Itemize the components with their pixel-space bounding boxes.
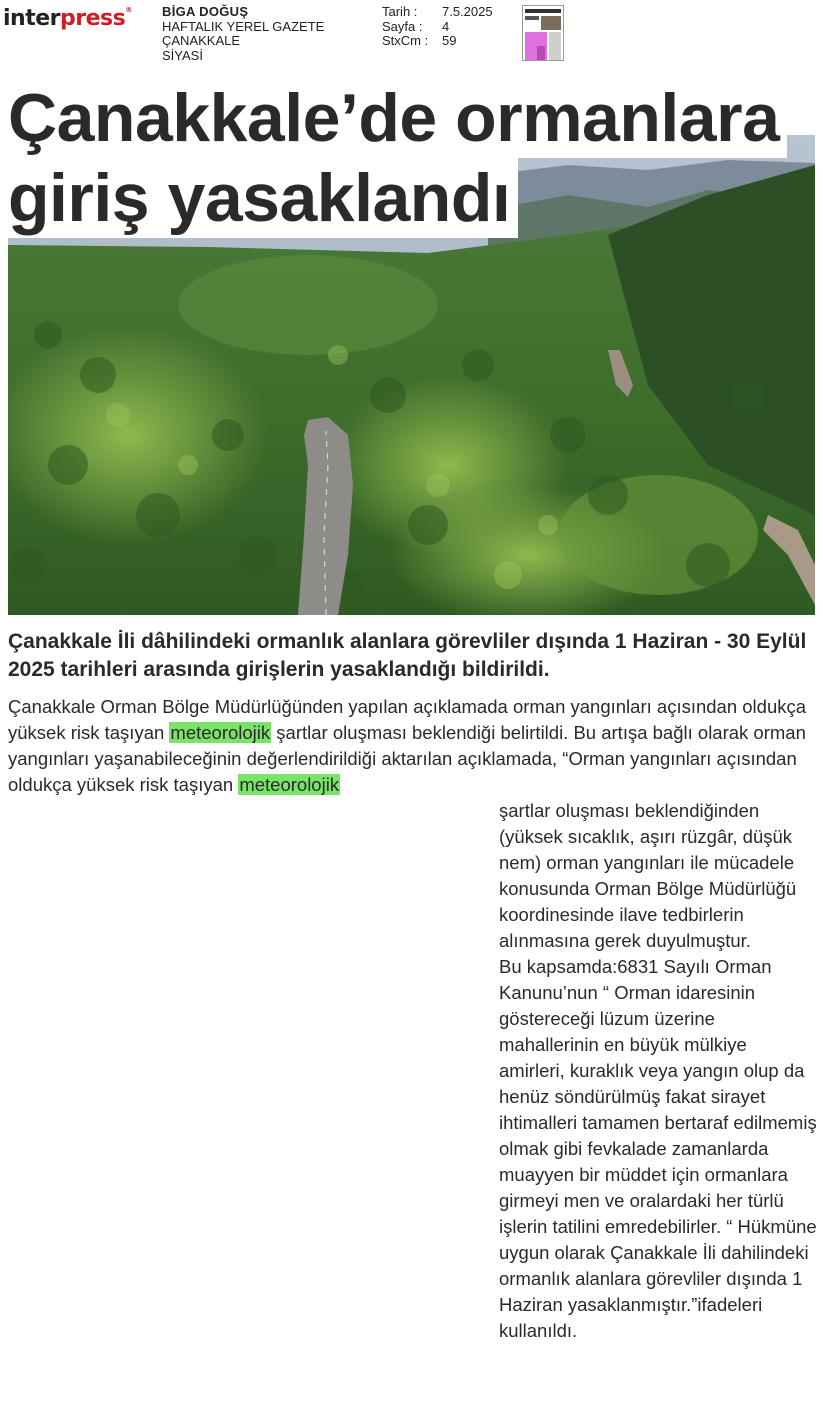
- clipping-meta: [382, 5, 493, 49]
- publication-section: SİYASİ: [162, 47, 203, 63]
- highlight-term: meteorolojik: [170, 722, 271, 743]
- publication-name: BİGA DOĞUŞ: [162, 4, 249, 19]
- meta-key: StxCm :: [382, 33, 429, 48]
- meta-key: Sayfa :: [382, 18, 423, 34]
- meta-key: Tarih :: [382, 4, 418, 19]
- column-paragraph: Bu kapsamda:6831 Sayılı Orman Kanunu’nun “ Orman idaresinin göstereceği lüzum üzerine mahallerinin en büyük mülkiye amirleri, kuraklık veya yangın olup da henüz söndürülmüş fakat sirayet ihtimalleri tamamen bertaraf edilmemiş olmak gibi fevkalade zamanlarda muayyen bir müddet için ormanlara girmeyi men ve oralardaki her türlü işlerin tatilini emredebilirler. “ Hükmüne uygun olarak Çanakkale İli dahilindeki ormanlık alanlara görevliler dışında 1 Haziran yasaklanmıştır.”ifadeleri kullanıldı.: [499, 956, 817, 1341]
- intro-text: şartlar oluşması beklendiği belirtildi. Bu artışa bağlı olarak orman yangınları yaşanabileceğinin değerlendirildiği aktarılan açıklamada, “Orman yangınları açısından oldukça yüksek risk taşıyan: [8, 722, 806, 795]
- highlight-term: meteorolojik: [239, 774, 340, 795]
- article-lead: Çanakkale İli dâhilindeki ormanlık alanlara görevliler dışında 1 Haziran - 30 Eylül 2025 tarihleri arasında girişlerin yasaklandığı bildirildi.: [8, 630, 807, 681]
- meta-row-date: [382, 5, 493, 20]
- article-intro: [8, 694, 820, 798]
- page-thumbnail[interactable]: [522, 5, 564, 61]
- article-column: [499, 798, 817, 1344]
- logo-text-inter: inter: [3, 6, 60, 31]
- logo-registered-mark: ®: [125, 6, 132, 14]
- publication-type: HAFTALIK YEREL GAZETE: [162, 18, 325, 34]
- publication-info: [162, 5, 324, 63]
- headline-line-1: Çanakkale’de ormanlara: [8, 78, 787, 158]
- publication-city: ÇANAKKALE: [162, 33, 241, 48]
- meta-value: 7.5.2025: [442, 4, 493, 19]
- logo-text-press: press: [60, 6, 126, 31]
- headline: [8, 78, 823, 238]
- column-paragraph: şartlar oluşması beklendiğinden (yüksek sıcaklık, aşırı rüzgâr, düşük nem) orman yangınları ile mücadele konusunda Orman Bölge Müdürlüğü koordinesinde ilave tedbirlerin alınmasına gerek duyulmuştur.: [499, 800, 797, 951]
- intro-text: Çanakkale Orman Bölge Müdürlüğünden yapılan açıklamada orman yangınları açısından oldukça yüksek risk taşıyan: [8, 696, 807, 743]
- meta-row-page: [382, 20, 493, 35]
- meta-row-stxcm: [382, 34, 493, 49]
- meta-value: 4: [442, 18, 450, 34]
- meta-value: 59: [442, 33, 457, 48]
- interpress-logo: [3, 6, 132, 36]
- headline-line-2: giriş yasaklandı: [8, 158, 518, 238]
